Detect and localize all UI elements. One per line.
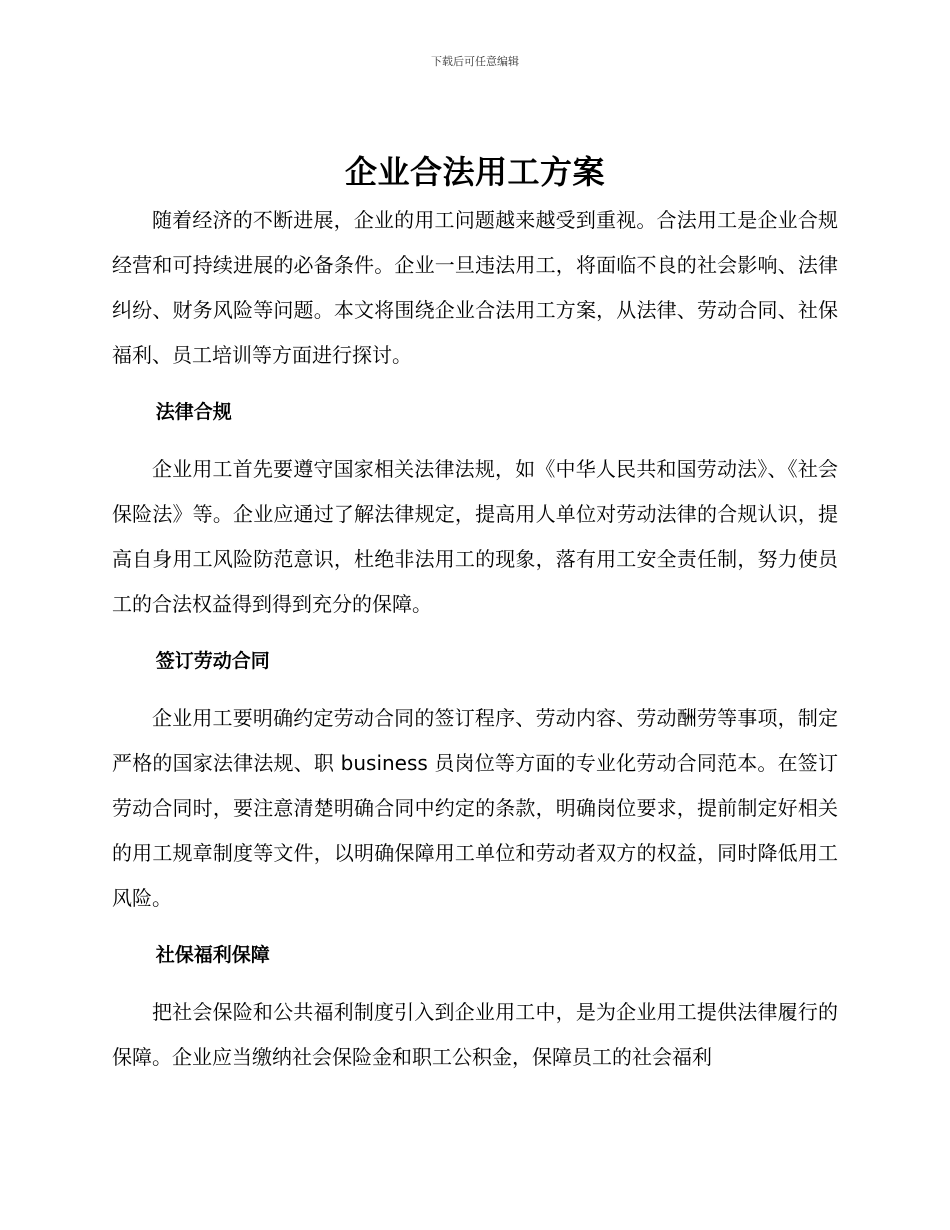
header-note: 下载后可任意编辑 [431,55,519,68]
section-body-legal: 企业用工首先要遵守国家相关法律法规，如《中华人民共和国劳动法》、《社会保险法》等。企业应通过了解法律规定，提高用人单位对劳动法律的合规认识，提高自身用工风险防范意识，杜绝非法用工的现象，落有用工安全责任制，努力使员工的合法权益得到得到充分的保障。 [112,457,838,616]
document-title: 企业合法用工方案 [344,153,605,191]
section-heading-welfare: 社保福利保障 [155,944,270,966]
document-content [112,146,838,1080]
section-heading-contract: 签订劳动合同 [155,650,270,672]
section-heading-legal: 法律合规 [155,401,232,423]
section-body-welfare: 把社会保险和公共福利制度引入到企业用工中，是为企业用工提供法律履行的保障。企业应当缴纳社会保险金和职工公积金，保障员工的社会福利 [112,1000,838,1069]
section-body-contract: 企业用工要明确约定劳动合同的签订程序、劳动内容、劳动酬劳等事项，制定严格的国家法律法规、职 business 员岗位等方面的专业化劳动合同范本。在签订劳动合同时，要注意清楚明确合同中约定的条款，明确岗位要求，提前制定好相关的用工规章制度等文件，以明确保障用工单位和劳动者双方的权益，同时降低用工风险。 [112,706,838,910]
intro-paragraph: 随着经济的不断进展，企业的用工问题越来越受到重视。合法用工是企业合规经营和可持续进展的必备条件。企业一旦违法用工，将面临不良的社会影响、法律纠纷、财务风险等问题。本文将围绕企业合法用工方案，从法律、劳动合同、社保福利、员工培训等方面进行探讨。 [112,208,838,367]
